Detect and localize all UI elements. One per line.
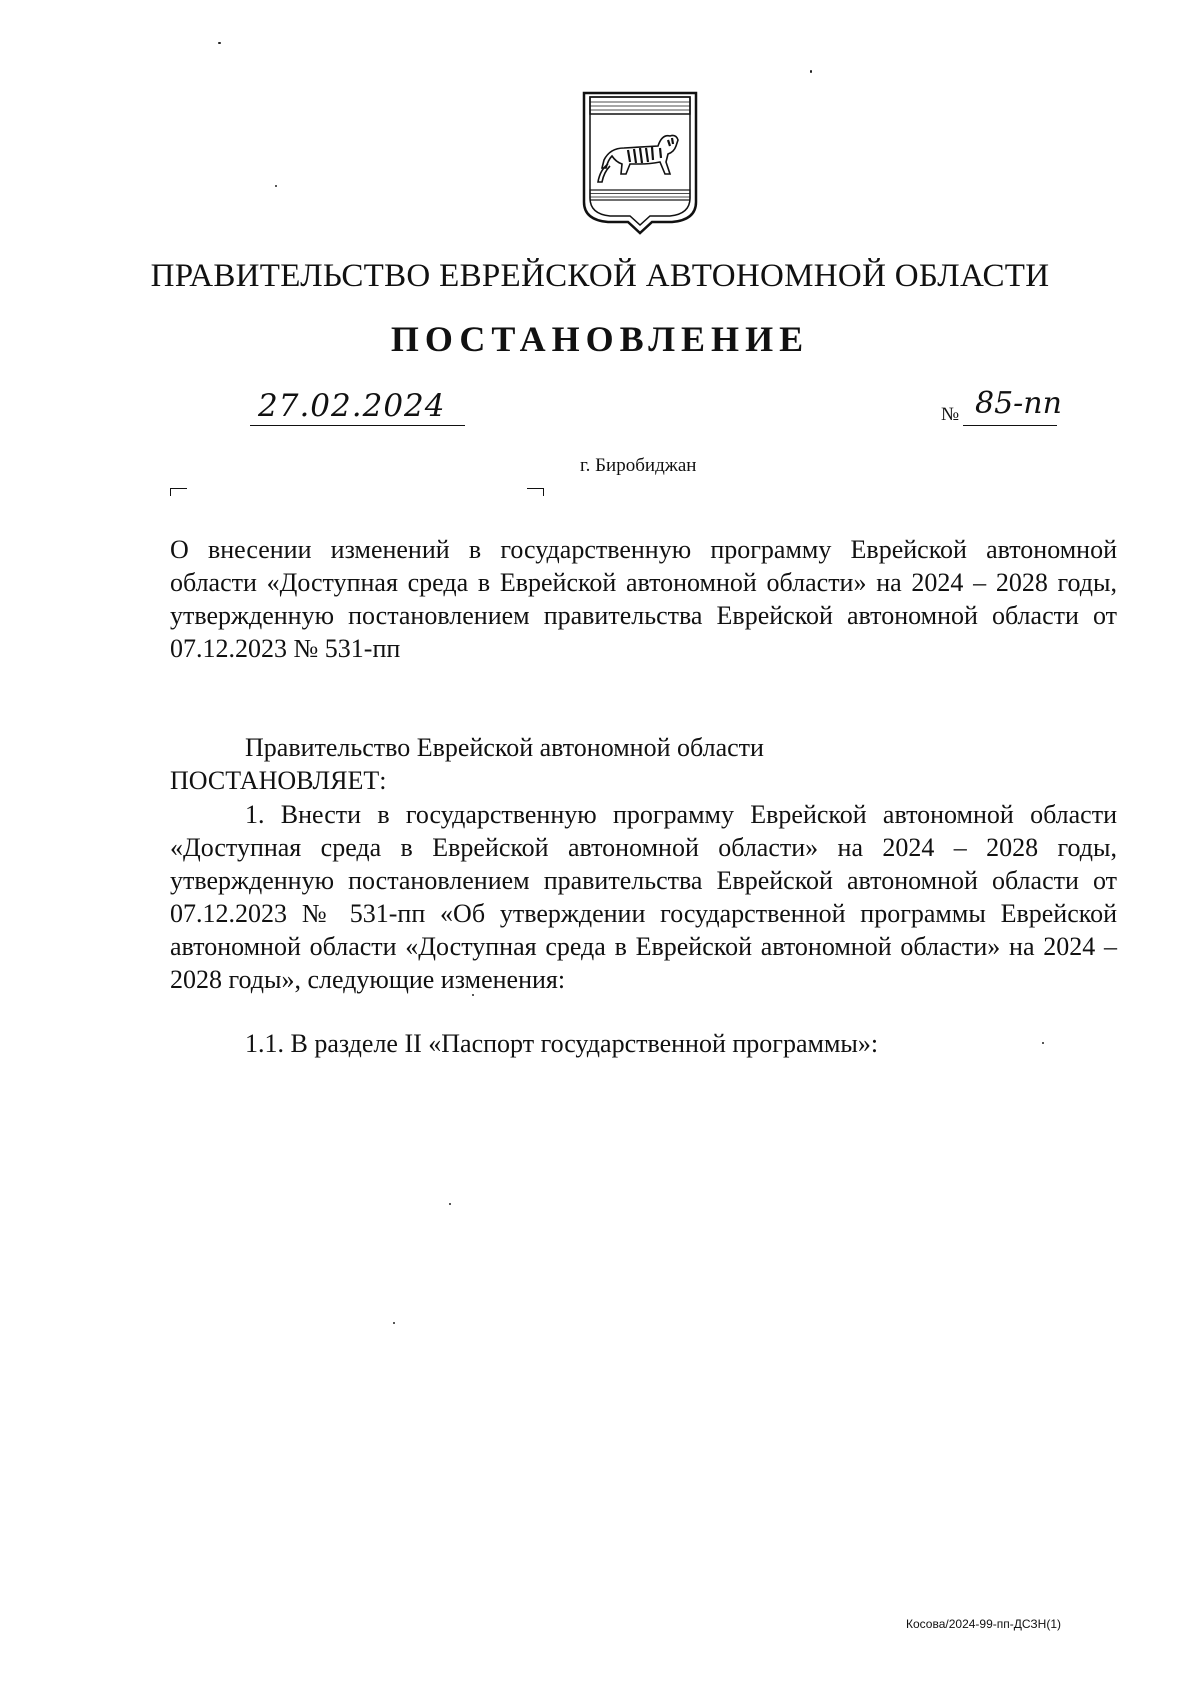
scan-speck: [472, 994, 474, 996]
document-type-title: ПОСТАНОВЛЕНИЕ: [390, 319, 810, 359]
resolves-label: ПОСТАНОВЛЯЕТ:: [170, 766, 387, 795]
handwritten-date: 27.02.2024: [258, 388, 446, 424]
government-title: ПРАВИТЕЛЬСТВО ЕВРЕЙСКОЙ АВТОНОМНОЙ ОБЛАСТИ: [150, 258, 1050, 294]
subject-corner-right: [527, 488, 544, 496]
scan-speck: [275, 185, 277, 187]
handwritten-number: 85-пп: [975, 386, 1062, 421]
city-label: г. Биробиджан: [580, 455, 697, 476]
scan-speck: [393, 1322, 395, 1324]
scan-speck: [810, 70, 812, 73]
date-underline: [250, 425, 465, 426]
footer-reference: Косова/2024-99-пп-ДСЗН(1): [906, 1617, 1061, 1631]
government-line: Правительство Еврейской автономной области: [245, 733, 764, 762]
item-1-paragraph: 1. Внести в государственную программу Еврейской автономной области «Доступная среда в Еврейской автономной области» на 2024 – 2028 годы, утвержденную постановлением правительства Еврейской автономной области от 07.12.2023 № 531-пп «Об утверждении государственной программы Еврейской автономной области «Доступная среда в Еврейской автономной области» на 2024 – 2028 годы», следующие изменения:: [170, 800, 1117, 994]
subject-corner-left: [170, 488, 187, 496]
document-subject: О внесении изменений в государственную программу Еврейской автономной области «Доступная среда в Еврейской автономной области» на 2024 – 2028 годы, утвержденную постановлением правительства Еврейской автономной области от 07.12.2023 № 531-пп: [170, 535, 1117, 663]
tiger-icon: [598, 136, 678, 183]
item-1-1-paragraph: 1.1. В разделе II «Паспорт государственной программы»:: [245, 1029, 879, 1058]
number-underline: [963, 425, 1057, 426]
number-sign: №: [941, 404, 960, 425]
scan-speck: [1042, 1042, 1044, 1044]
scan-speck: [449, 1203, 451, 1205]
coat-of-arms-icon: [580, 90, 700, 235]
scan-speck: [218, 42, 221, 44]
